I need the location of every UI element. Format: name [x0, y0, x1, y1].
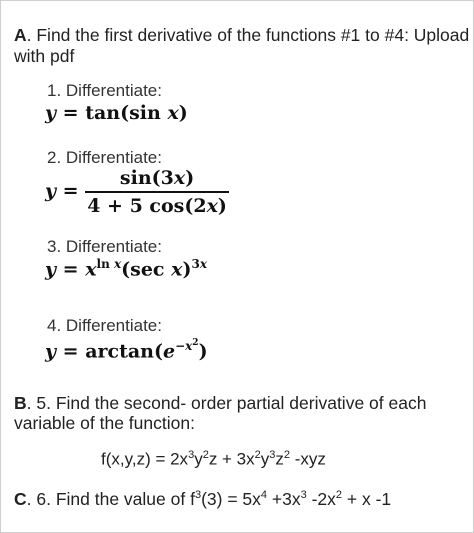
equation-1: y = tan(sin x): [45, 102, 188, 124]
section-c-text: . 6. Find the value of f: [26, 488, 195, 509]
section-b-heading-line2: variable of the function:: [14, 413, 195, 433]
equation-3: $y = x^{ln x}(\sec$ x)$^{3x}$: [45, 257, 207, 281]
section-a-heading-line2: with pdf: [14, 46, 75, 66]
section-b-heading: [14, 393, 426, 414]
equation-4: $y = \arctan(e^{-x^2})$: [45, 338, 208, 363]
question-1-label: 1. Differentiate:: [47, 81, 162, 100]
section-b-text-line1: . 5. Find the second- order partial derivative of each: [26, 393, 427, 413]
function-definition: $f(x,y,z) = 2x^3y^2z + 3x^2y^3z^2$ -xyz: [101, 449, 326, 469]
section-b-letter: B: [14, 393, 27, 413]
section-a-heading: [14, 25, 469, 46]
question-2-label: 2. Differentiate:: [47, 148, 162, 167]
fraction: $\frac{\sin(3x)}{4 + 5 \cos(2x)}$: [87, 167, 227, 217]
section-c-letter: C: [14, 488, 27, 509]
question-3-label: 3. Differentiate:: [47, 237, 162, 256]
section-a-text-line1: . Find the first derivative of the functions #1 to #4: Upload: [26, 25, 470, 45]
question-4-label: 4. Differentiate:: [47, 316, 162, 335]
section-a-letter: A: [14, 25, 27, 45]
section-c-heading: C. 6. Find the value of $f^3(3) = 5x^4 +3x^3$ $-2x^2 + x$ -1: [14, 488, 392, 509]
equation-2: y = $\frac{\sin(3x)}{4 + 5 \cos(2x)}$: [45, 167, 227, 217]
